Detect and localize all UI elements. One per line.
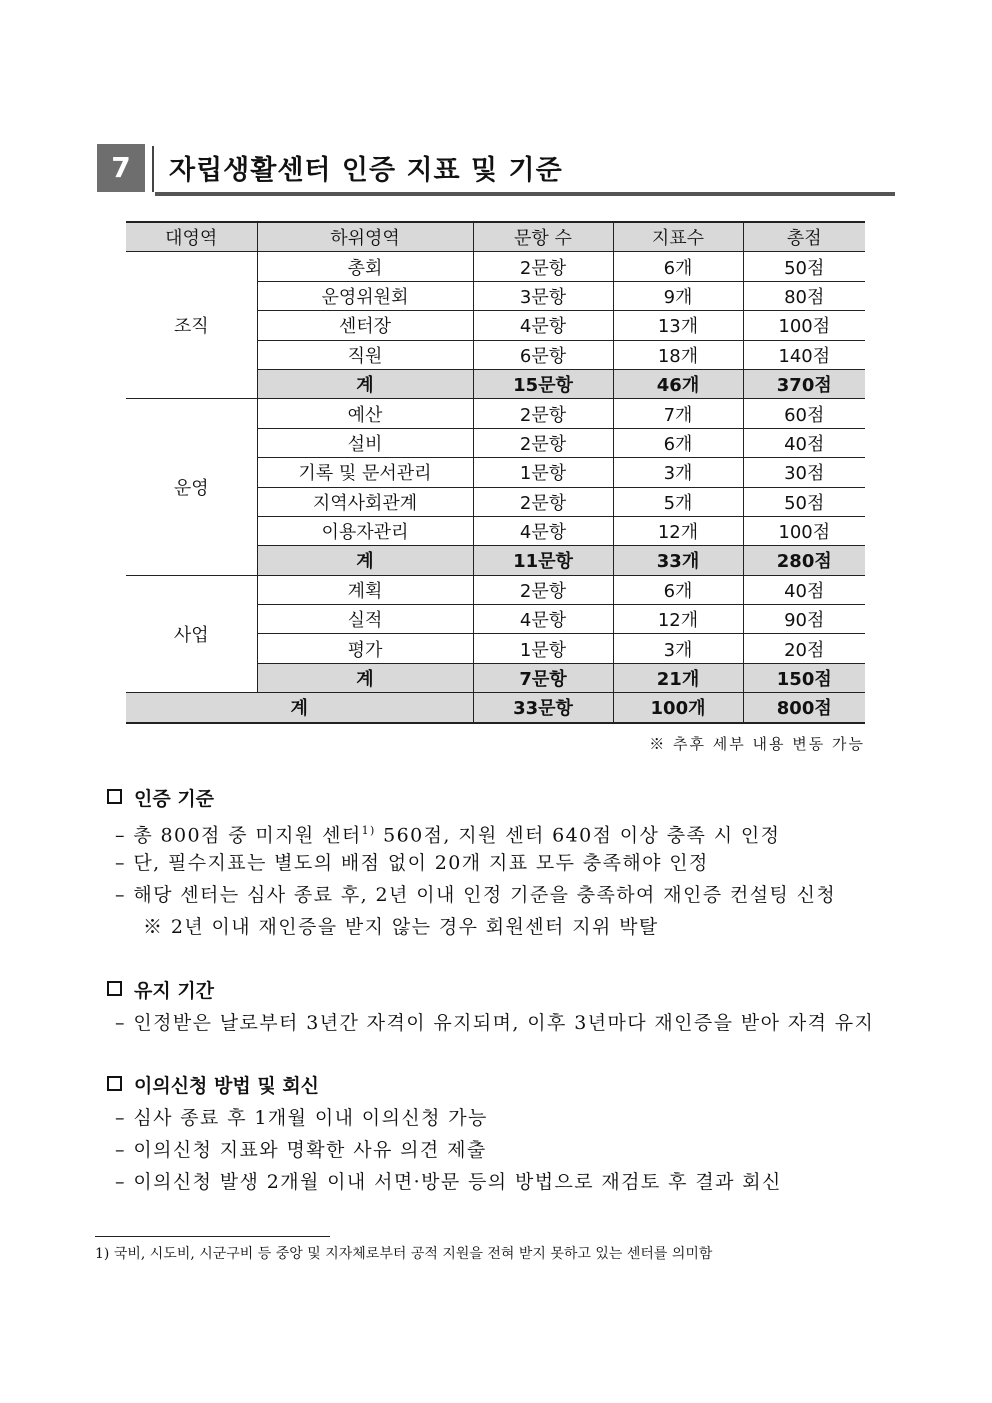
table-cell: 12개	[613, 516, 743, 545]
table-cell: 지역사회관계	[257, 487, 473, 516]
table-cell: 40점	[743, 428, 865, 457]
table-row	[126, 399, 865, 428]
table-cell: 실적	[257, 605, 473, 634]
block-heading	[107, 783, 836, 815]
table-cell: 5개	[613, 487, 743, 516]
table-cell: 4문항	[473, 311, 613, 340]
table-cell: 기록 및 문서관리	[257, 458, 473, 487]
table-cell: 1문항	[473, 634, 613, 663]
table-cell: 설비	[257, 428, 473, 457]
table-cell: 2문항	[473, 428, 613, 457]
table-cell: 280점	[743, 546, 865, 575]
group-cell: 운영	[126, 399, 257, 575]
bullet-line: – 단, 필수지표는 별도의 배점 없이 20개 지표 모두 충족해야 인정	[115, 852, 709, 874]
table-cell: 2문항	[473, 575, 613, 604]
table-cell: 9개	[613, 281, 743, 310]
table-cell: 50점	[743, 487, 865, 516]
table-cell: 100점	[743, 311, 865, 340]
table-cell: 직원	[257, 340, 473, 369]
header-cell: 하위영역	[257, 222, 473, 252]
table-cell: 40점	[743, 575, 865, 604]
header-cell: 총점	[743, 222, 865, 252]
table-cell: 4문항	[473, 605, 613, 634]
checkbox-square-icon	[107, 1076, 122, 1091]
checkbox-square-icon	[107, 981, 122, 996]
appeal-block	[107, 1070, 782, 1198]
checkbox-square-icon	[107, 789, 122, 804]
cert-criteria-block	[107, 783, 836, 943]
table-cell: 계	[257, 546, 473, 575]
header-cell: 지표수	[613, 222, 743, 252]
section-title: 자립생활센터 인증 지표 및 기준	[169, 155, 563, 186]
table-cell: 2문항	[473, 487, 613, 516]
table-cell: 13개	[613, 311, 743, 340]
table-cell: 6개	[613, 575, 743, 604]
table-cell: 6문항	[473, 340, 613, 369]
table-cell: 100개	[613, 693, 743, 723]
footnote: 1) 국비, 시도비, 시군구비 등 중앙 및 지자체로부터 공적 지원을 전혀 받지 못하고 있는 센터를 의미함	[95, 1246, 713, 1262]
footnote-ref: 1)	[361, 824, 376, 837]
section-divider	[152, 146, 154, 192]
table-cell: 3개	[613, 458, 743, 487]
block-heading	[107, 1070, 782, 1102]
bullet-line: – 이의신청 발생 2개월 이내 서면·방문 등의 방법으로 재검토 후 결과 회신	[115, 1171, 782, 1193]
table-cell: 50점	[743, 252, 865, 281]
line-text: 560점, 지원 센터 640점 이상 충족 시 인정	[375, 824, 781, 847]
table-cell: 11문항	[473, 546, 613, 575]
table-cell: 800점	[743, 693, 865, 723]
group-cell: 사업	[126, 575, 257, 693]
bullet-line: – 심사 종료 후 1개월 이내 이의신청 가능	[115, 1107, 488, 1129]
table-cell: 센터장	[257, 311, 473, 340]
table-cell: 3개	[613, 634, 743, 663]
table-cell: 예산	[257, 399, 473, 428]
table-cell: 이용자관리	[257, 516, 473, 545]
table-cell: 30점	[743, 458, 865, 487]
table-note: ※ 추후 세부 내용 변동 가능	[649, 735, 865, 753]
table-cell: 12개	[613, 605, 743, 634]
table-cell: 60점	[743, 399, 865, 428]
table-cell: 평가	[257, 634, 473, 663]
table-cell: 370점	[743, 369, 865, 398]
table-cell: 80점	[743, 281, 865, 310]
table-cell: 6개	[613, 252, 743, 281]
block-title: 인증 기준	[134, 788, 215, 810]
note-line: ※ 2년 이내 재인증을 받지 않는 경우 회원센터 지위 박탈	[143, 916, 659, 938]
maintenance-period-block	[107, 975, 874, 1039]
total-row	[126, 693, 865, 723]
table-cell: 계획	[257, 575, 473, 604]
table-cell: 운영위원회	[257, 281, 473, 310]
table-cell: 4문항	[473, 516, 613, 545]
table-cell: 46개	[613, 369, 743, 398]
bullet-line: – 인정받은 날로부터 3년간 자격이 유지되며, 이후 3년마다 재인증을 받아 자격 유지	[115, 1012, 875, 1034]
block-title: 이의신청 방법 및 회신	[134, 1075, 320, 1097]
table-cell: 6개	[613, 428, 743, 457]
table-cell: 15문항	[473, 369, 613, 398]
bullet-line: – 이의신청 지표와 명확한 사유 의견 제출	[115, 1139, 487, 1161]
bullet-line	[107, 815, 836, 847]
table-header-row	[126, 222, 865, 252]
footnote-divider	[95, 1236, 330, 1237]
table-cell: 20점	[743, 634, 865, 663]
table-cell: 7문항	[473, 663, 613, 692]
section-number: 7	[97, 144, 145, 192]
header-cell: 대영역	[126, 222, 257, 252]
table-cell: 18개	[613, 340, 743, 369]
table-cell: 총회	[257, 252, 473, 281]
block-title: 유지 기간	[134, 980, 215, 1002]
table-cell: 100점	[743, 516, 865, 545]
table-cell: 2문항	[473, 252, 613, 281]
table-row	[126, 252, 865, 281]
table-cell: 7개	[613, 399, 743, 428]
table-cell: 140점	[743, 340, 865, 369]
section-header	[97, 144, 895, 196]
table-cell: 33개	[613, 546, 743, 575]
table-cell: 계	[257, 369, 473, 398]
line-text: – 총 800점 중 미지원 센터	[115, 824, 362, 847]
block-heading	[107, 975, 874, 1007]
table-cell: 90점	[743, 605, 865, 634]
table-row	[126, 575, 865, 604]
bullet-line: – 해당 센터는 심사 종료 후, 2년 이내 인정 기준을 충족하여 재인증 컨설팅 신청	[115, 884, 837, 906]
certification-table	[126, 221, 865, 724]
table-cell: 계	[257, 663, 473, 692]
table-cell: 33문항	[473, 693, 613, 723]
group-cell: 조직	[126, 252, 257, 399]
table-cell: 2문항	[473, 399, 613, 428]
table-cell: 계	[126, 693, 473, 723]
table-cell: 3문항	[473, 281, 613, 310]
table-cell: 150점	[743, 663, 865, 692]
table-cell: 1문항	[473, 458, 613, 487]
header-cell: 문항 수	[473, 222, 613, 252]
table-cell: 21개	[613, 663, 743, 692]
section-underline	[155, 192, 895, 196]
